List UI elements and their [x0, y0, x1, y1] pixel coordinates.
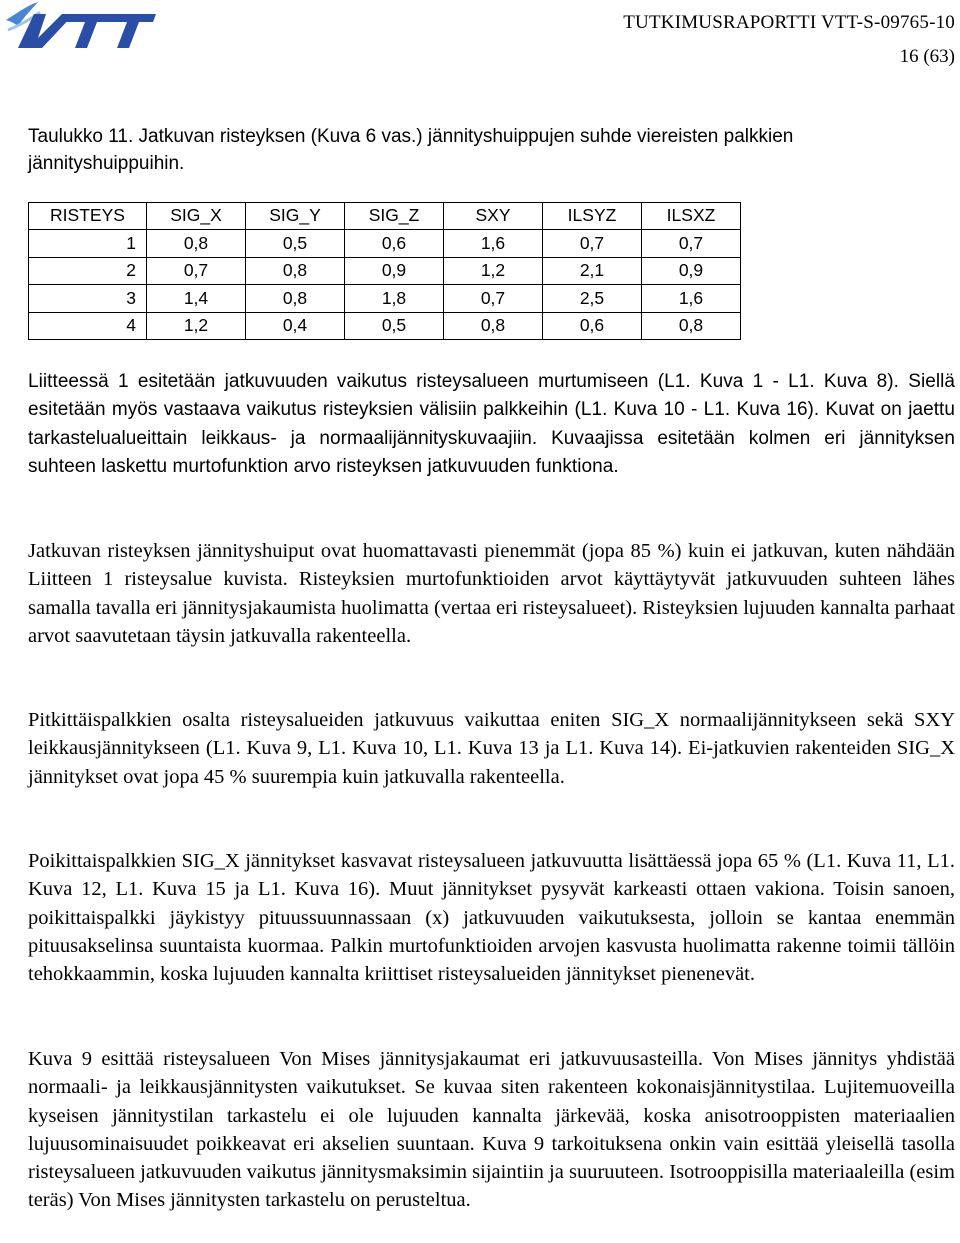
table-cell: 0,9	[345, 257, 444, 284]
column-header: SIG_Z	[345, 203, 444, 230]
column-header: ILSYZ	[543, 203, 642, 230]
table-cell: 0,7	[642, 230, 741, 257]
table-cell: 0,8	[246, 285, 345, 312]
body-paragraph: Liitteessä 1 esitetään jatkuvuuden vaikutus risteysalueen murtumiseen (L1. Kuva 1 - L1. Kuva 8). Siellä esitetään myös vastaava vaikutus risteyksien välisiin palkkeihin (L1. Kuva 10 - L1. Kuva 16). Kuvat on jaettu tarkastelualueittain leikkaus- ja normaalijännityskuvaajiin. Kuvaajissa esitetään kolmen eri jännityksen suhteen laskettu murtofunktion arvo risteyksen jatkuvuuden funktiona.	[28, 371, 955, 477]
table-cell: 2	[29, 257, 147, 284]
table-cell: 2,5	[543, 285, 642, 312]
table-cell: 0,9	[642, 257, 741, 284]
table-cell: 1	[29, 230, 147, 257]
table-cell: 1,6	[642, 285, 741, 312]
table-cell: 1,4	[147, 285, 246, 312]
column-header: ILSXZ	[642, 203, 741, 230]
table-cell: 0,8	[246, 257, 345, 284]
table-cell: 1,2	[147, 312, 246, 339]
vtt-logo-icon	[4, 0, 156, 52]
table-cell: 0,8	[147, 230, 246, 257]
table-cell: 0,7	[444, 285, 543, 312]
body-paragraph: Kuva 9 esittää risteysalueen Von Mises jännitysjakaumat eri jatkuvuusasteilla. Von Mises jännitys yhdistää normaali- ja leikkausjännitysten vaikutukset. Se kuvaa siten rakenteen kokonaisjännitystilaa. Lujitemuoveilla kyseisen jännitystilan tarkastelu ei ole lujuuden kannalta järkevää, koska anisotrooppisten materiaalien lujuusominaisuudet poikkeavat eri akselien suuntaan. Kuva 9 tarkoituksena onkin vain esittää yleisellä tasolla risteysalueen jatkuvuuden vaikutus jännitysmaksimin sijaintiin ja suuruuteen. Isotrooppisilla materiaaleilla (esim teräs) Von Mises jännitysten tarkastelu on perusteltua.	[28, 1048, 955, 1212]
stress-ratio-table	[28, 202, 741, 340]
table-row	[29, 230, 741, 257]
column-header: SXY	[444, 203, 543, 230]
table-cell: 0,8	[642, 312, 741, 339]
table-cell: 1,6	[444, 230, 543, 257]
table-cell: 1,8	[345, 285, 444, 312]
table-cell: 0,8	[444, 312, 543, 339]
table-cell: 4	[29, 312, 147, 339]
column-header: SIG_Y	[246, 203, 345, 230]
table-cell: 0,5	[345, 312, 444, 339]
body-paragraph: Jatkuvan risteyksen jännityshuiput ovat huomattavasti pienemmät (jopa 85 %) kuin ei jatkuvan, kuten nähdään Liitteen 1 risteysalue kuvista. Risteyksien murtofunktioiden arvot käyttäytyvät jatkuvuuden suhteen lähes samalla tavalla eri jännitysjakaumista huolimatta (vertaa eri risteysalueet). Risteyksien lujuuden kannalta parhaat arvot saavutetaan täysin jatkuvalla rakenteella.	[28, 540, 955, 647]
body-paragraph: Poikittaispalkkien SIG_X jännitykset kasvavat risteysalueen jatkuvuutta lisättäessä jopa 65 % (L1. Kuva 11, L1. Kuva 12, L1. Kuva 15 ja L1. Kuva 16). Muut jännitykset pysyvät karkeasti ottaen vakiona. Toisin sanoen, poikittaispalkki jäykistyy pituussuunnassaan (x) jatkuvuuden vaikutuksesta, jolloin se kantaa enemmän pituusakselinsa suuntaista kuormaa. Palkin murtofunktioiden arvojen kasvusta huolimatta rakenne toimii tällöin tehokkaammin, koska lujuuden kannalta kriittiset risteysalueiden jännitykset pienenevät.	[28, 850, 955, 986]
vtt-logo	[4, 0, 156, 52]
table-cell: 0,6	[345, 230, 444, 257]
table-caption: Taulukko 11. Jatkuvan risteyksen (Kuva 6 vas.) jännityshuippujen suhde viereisten palkkien jännityshuippuihin.	[28, 126, 794, 174]
table-row	[29, 285, 741, 312]
table-cell: 0,7	[147, 257, 246, 284]
table-cell: 1,2	[444, 257, 543, 284]
column-header: SIG_X	[147, 203, 246, 230]
table-cell: 0,5	[246, 230, 345, 257]
table-cell: 0,4	[246, 312, 345, 339]
table-row	[29, 312, 741, 339]
table-cell: 0,6	[543, 312, 642, 339]
report-id: TUTKIMUSRAPORTTI VTT-S-09765-10	[623, 12, 955, 33]
column-header: RISTEYS	[29, 203, 147, 230]
table-header-row	[29, 203, 741, 230]
table-cell: 0,7	[543, 230, 642, 257]
body-paragraph: Pitkittäispalkkien osalta risteysalueiden jatkuvuus vaikuttaa eniten SIG_X normaalijännitykseen sekä SXY leikkausjännitykseen (L1. Kuva 9, L1. Kuva 10, L1. Kuva 13 ja L1. Kuva 14). Ei-jatkuvien rakenteiden SIG_X jännitykset ovat jopa 45 % suurempia kuin jatkuvalla rakenteella.	[28, 709, 955, 788]
table-row	[29, 257, 741, 284]
table-cell: 3	[29, 285, 147, 312]
page-number: 16 (63)	[899, 46, 955, 67]
table-cell: 2,1	[543, 257, 642, 284]
